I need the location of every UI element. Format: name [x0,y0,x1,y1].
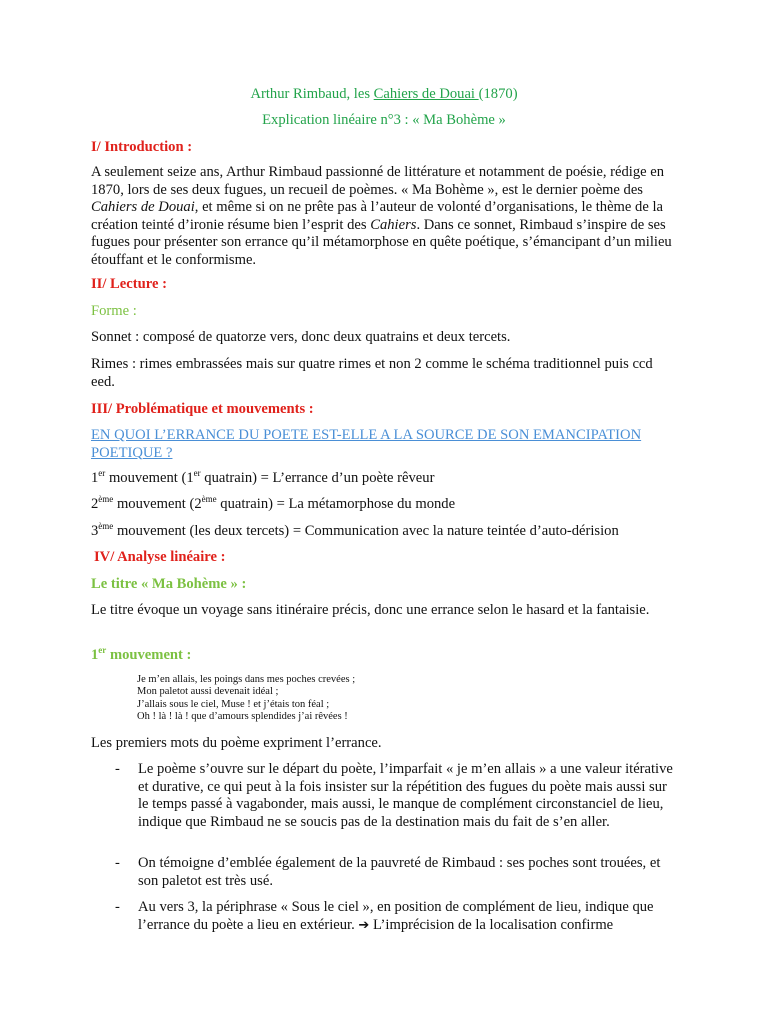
arrow-right-icon: ➔ [358,917,370,933]
intro-emphasis-1: Cahiers de Douai [91,199,195,215]
forme-paragraph-2: Rimes : rimes embrassées mais sur quatre rimes et non 2 comme le schéma traditionnel puis ccd eed. [91,356,653,390]
movement-3: 3ème mouvement (les deux tercets) = Communication avec la nature teintée d’auto-dérision [91,521,619,539]
movement-2: 2ème mouvement (2ème quatrain) = La métamorphose du monde [91,494,456,512]
intro-heading: I/ Introduction : [91,139,193,155]
forme-paragraph-1: Sonnet : composé de quatorze vers, donc deux quatrains et deux tercets. [91,329,511,345]
problem-question[interactable]: EN QUOI L’ERRANCE DU POETE EST-ELLE A LA SOURCE DE SON EMANCIPATION POETIQUE ? [91,427,642,461]
intro-emphasis-2: Cahiers [370,216,417,233]
intro-text-3: . Dans ce sonnet, Rimbaud s’inspire de ses fugues pour présenter son errance qu’il métamorphose en quête poétique, s’émancipant d’un milieu étouffant et le conformisme. [91,216,672,268]
document-title [60,86,708,104]
poem-quatrain [137,674,657,723]
bullet-text: On témoigne d’emblée également de la pauvreté de Rimbaud : ses poches sont trouées, et son paletot est très usé. [138,855,661,889]
bullet-text: Le poème s’ouvre sur le départ du poète, l’imparfait « je m’en allais » a une valeur itérative et durative, ce qui peut à la fois insister sur la répétition des fugues du poète mais aussi sur le temps passé à vagabonder, mais aussi, le manque de complément circonstanciel de lieu, indique que Rimbaud ne se soucis pas de la destination mais du fait de s’en aller. [138,761,673,830]
title-link[interactable]: Cahiers de Douai [373,86,479,102]
intro-text-1: A seulement seize ans, Arthur Rimbaud passionné de littérature et notamment de poésie, rédige en 1870, lors de ses deux fugues, un recueil de poèmes. « Ma Bohème », est le dernier poème des [91,164,665,198]
bullet-text [138,899,678,934]
titre-heading: Le titre « Ma Bohème » : [91,576,247,592]
analyse-paragraph: Les premiers mots du poème expriment l’errance. [91,735,382,751]
bullet-3-text: Au vers 3, la périphrase « Sous le ciel », en position de complément de lieu, indique que l’errance du poète a lieu en extérieur. [138,899,654,933]
bullet-dash: - [115,761,120,777]
poem-line: Mon paletot aussi devenait idéal ; [137,686,279,698]
title-suffix: (1870) [478,86,518,102]
poem-line: Oh ! là ! là ! que d’amours splendides j’ai rêvées ! [137,710,348,722]
problem-heading: III/ Problématique et mouvements : [91,401,314,417]
intro-paragraph [91,164,677,269]
analyse-heading: IV/ Analyse linéaire : [94,549,226,565]
intro-text-2: , et même si on ne prête pas à l’auteur de volonté d’organisations, le thème de la création teinté d’ironie résume bien l’esprit des [91,199,663,233]
bullet-3-tail: L’imprécision de la localisation confirme [369,916,614,933]
bullet-dash: - [115,899,120,915]
titre-paragraph: Le titre évoque un voyage sans itinéraire précis, donc une errance selon le hasard et la fantaisie. [91,602,650,618]
bullet-dash: - [115,855,120,871]
document-subtitle: Explication linéaire n°3 : « Ma Bohème » [262,112,506,128]
lecture-heading: II/ Lecture : [91,276,167,292]
movement-1: 1er mouvement (1er quatrain) = L’errance d’un poète rêveur [91,468,435,486]
premier-mouvement-heading: 1er mouvement : [91,645,192,663]
title-prefix: Arthur Rimbaud, les [250,86,374,102]
forme-heading: Forme : [91,303,137,319]
poem-line: Je m’en allais, les poings dans mes poches crevées ; [137,674,356,685]
poem-line: J’allais sous le ciel, Muse ! et j’étais ton féal ; [137,698,330,710]
